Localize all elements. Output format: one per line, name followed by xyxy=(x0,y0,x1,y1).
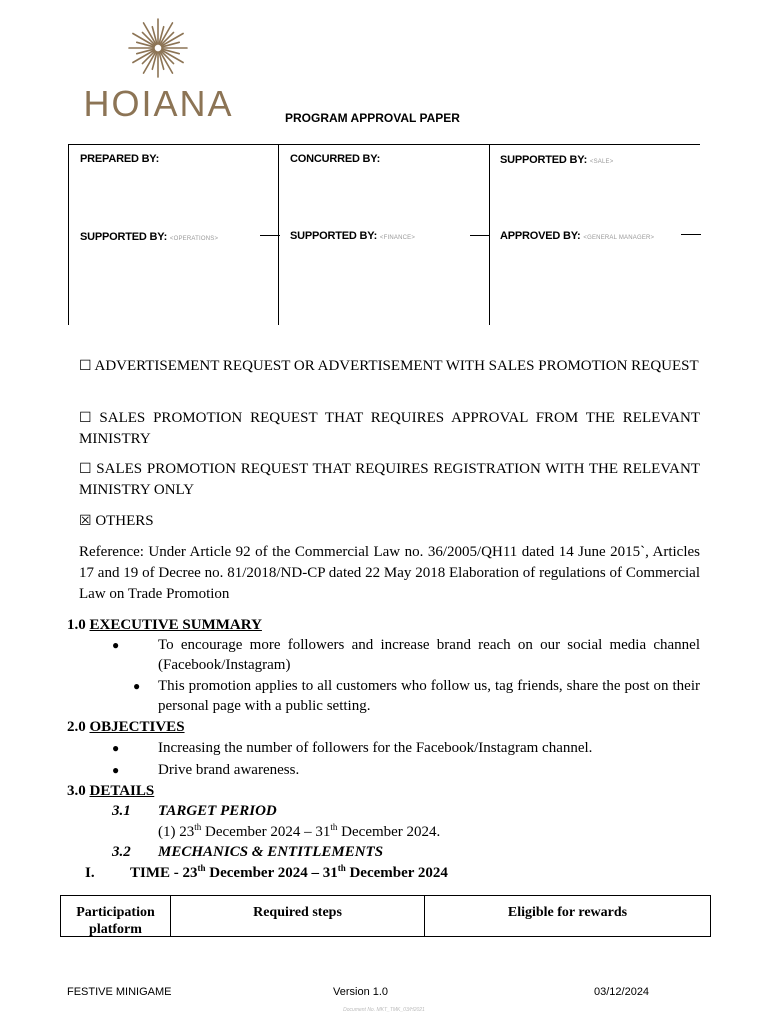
checkbox-checked-icon[interactable]: ☒ xyxy=(79,513,92,529)
section-number: 2.0 xyxy=(67,719,86,735)
footer-document-number: Document No. MKT_TMK_03/H2021 xyxy=(343,1007,425,1013)
option-ministry-approval xyxy=(79,408,700,450)
section-executive-summary xyxy=(67,615,262,635)
footer-campaign-name: FESTIVE MINIGAME xyxy=(67,986,172,998)
time-text: TIME - 23 xyxy=(130,865,198,881)
section-number: 1.0 xyxy=(67,617,86,633)
bullet-icon: ● xyxy=(112,638,120,652)
signature-line xyxy=(260,235,280,236)
supported-by-sale-text: SUPPORTED BY: xyxy=(500,154,588,166)
target-period-dates xyxy=(158,822,440,842)
subsection-number: 3.1 xyxy=(112,803,131,819)
bullet-icon: ● xyxy=(112,741,120,755)
ordinal-suffix: th xyxy=(197,863,206,873)
prepared-by-label: PREPARED BY: xyxy=(80,153,160,165)
reference-paragraph: Reference: Under Article 92 of the Commercial Law no. 36/2005/QH11 dated 14 June 2015`, Articles 17 and 19 of Decree no. 81/2018/ND-CP dated 22 May 2018 Elaboration of regulations of Commercial Law on Trade Promotion xyxy=(79,544,700,602)
date-text: (1) 23 xyxy=(158,824,195,840)
document-title: PROGRAM APPROVAL PAPER xyxy=(285,111,460,125)
bullet-icon: ● xyxy=(133,679,141,693)
signature-column-2 xyxy=(278,145,489,325)
section-title: DETAILS xyxy=(89,783,155,799)
list-item: Increasing the number of followers for the Facebook/Instagram channel. xyxy=(158,740,593,756)
sale-hint: <SALE> xyxy=(589,159,614,165)
checkbox-unchecked-icon[interactable]: ☐ xyxy=(79,358,92,374)
section-details xyxy=(67,781,154,801)
starburst-logo-icon xyxy=(126,16,190,80)
checkbox-unchecked-icon[interactable]: ☐ xyxy=(79,410,92,426)
general-manager-hint: <GENERAL MANAGER> xyxy=(583,235,655,241)
signature-column-3 xyxy=(489,145,701,325)
footer-date: 03/12/2024 xyxy=(594,986,650,998)
mechanics-table xyxy=(60,895,711,937)
finance-hint: <FINANCE> xyxy=(379,235,416,241)
subsection-title: MECHANICS & ENTITLEMENTS xyxy=(158,844,384,860)
approved-by-label xyxy=(500,230,654,242)
signature-column-1 xyxy=(68,145,279,325)
section-number: 3.0 xyxy=(67,783,86,799)
ordinal-suffix: th xyxy=(194,822,202,832)
time-text: December 2024 xyxy=(345,865,448,881)
supported-by-operations-text: SUPPORTED BY: xyxy=(80,231,168,243)
list-item: Drive brand awareness. xyxy=(158,762,300,778)
supported-by-finance-text: SUPPORTED BY: xyxy=(290,230,378,242)
concurred-by-label: CONCURRED BY: xyxy=(290,153,381,165)
option-ministry-registration xyxy=(79,459,700,501)
supported-by-sale-label xyxy=(500,154,613,166)
option-text: SALES PROMOTION REQUEST THAT REQUIRES APPROVAL FROM THE RELEVANT MINISTRY xyxy=(79,410,700,447)
hoiana-logo xyxy=(76,16,241,124)
subsection-number: 3.2 xyxy=(112,844,131,860)
option-others xyxy=(79,511,700,532)
table-header-cell: Required steps xyxy=(170,896,424,936)
list-item: This promotion applies to all customers who follow us, tag friends, share the post on their personal page with a public setting. xyxy=(158,678,700,714)
operations-hint: <OPERATIONS> xyxy=(169,236,219,242)
subsection-title: TARGET PERIOD xyxy=(158,803,277,819)
date-text: December 2024. xyxy=(337,824,441,840)
signature-line xyxy=(470,235,490,236)
signature-table xyxy=(68,144,700,325)
option-advertisement xyxy=(79,356,700,377)
supported-by-operations-label xyxy=(80,231,218,243)
approved-by-text: APPROVED BY: xyxy=(500,230,581,242)
list-item: To encourage more followers and increase brand reach on our social media channel (Facebook/Instagram) xyxy=(158,637,700,673)
option-text: ADVERTISEMENT REQUEST OR ADVERTISEMENT WITH SALES PROMOTION REQUEST xyxy=(94,358,699,374)
signature-line xyxy=(681,234,701,235)
checkbox-unchecked-icon[interactable]: ☐ xyxy=(79,461,92,477)
date-text: December 2024 – 31 xyxy=(201,824,331,840)
option-text: OTHERS xyxy=(95,513,154,529)
option-text: SALES PROMOTION REQUEST THAT REQUIRES REGISTRATION WITH THE RELEVANT MINISTRY ONLY xyxy=(79,461,700,498)
table-header-cell: Eligible for rewards xyxy=(424,896,710,936)
section-title: OBJECTIVES xyxy=(89,719,185,735)
ordinal-suffix: th xyxy=(330,822,338,832)
section-title: EXECUTIVE SUMMARY xyxy=(89,617,262,633)
section-objectives xyxy=(67,717,185,737)
table-header-cell: Participation platform xyxy=(76,905,155,937)
time-text: December 2024 – 31 xyxy=(205,865,338,881)
supported-by-finance-label xyxy=(290,230,415,242)
footer-version: Version 1.0 xyxy=(333,986,389,998)
brand-name: HOIANA xyxy=(83,83,234,124)
bullet-icon: ● xyxy=(112,763,120,777)
time-roman-numeral: I. xyxy=(85,865,95,881)
ordinal-suffix: th xyxy=(337,863,346,873)
time-heading xyxy=(130,863,448,883)
